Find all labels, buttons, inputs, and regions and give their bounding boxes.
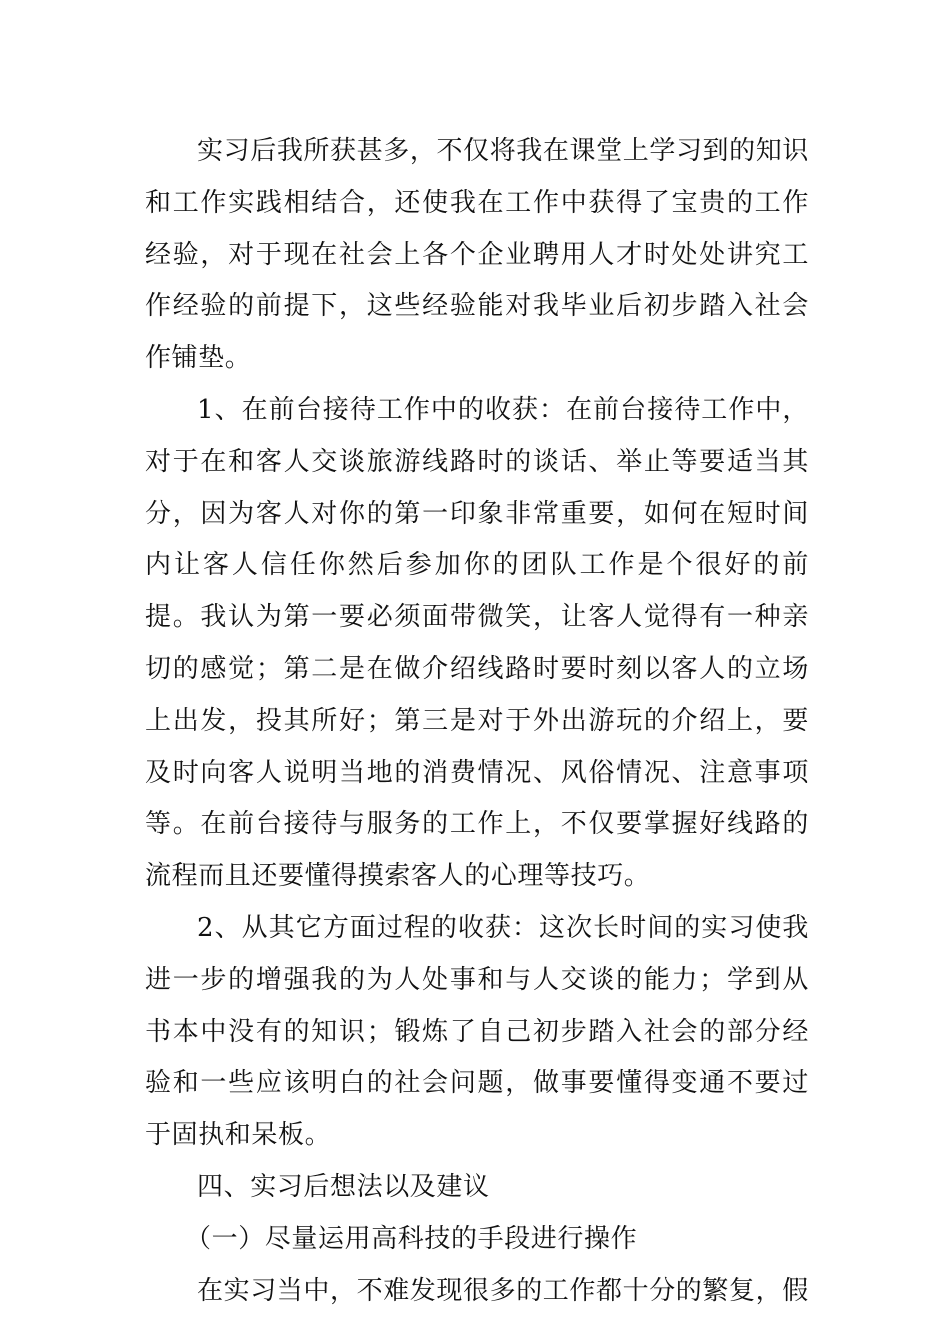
paragraph-internship-gains: 实习后我所获甚多，不仅将我在课堂上学习到的知识和工作实践相结合，还使我在工作中获得了宝贵的工作经验，对于现在社会上各个企业聘用人才时处处讲究工作经验的前提下，这些经验能对我毕业后初步踏入社会作铺垫。 bbox=[145, 136, 809, 374]
paragraph-front-desk-gains: 1、在前台接待工作中的收获：在前台接待工作中，对于在和客人交谈旅游线路时的谈话、举止等要适当其分，因为客人对你的第一印象非常重要，如何在短时间内让客人信任你然后参加你的团队工作是个很好的前提。我认为第一要必须面带微笑，让客人觉得有一种亲切的感觉；第二是在做介绍线路时要时刻以客人的立场上出发，投其所好；第三是对于外出游玩的介绍上，要及时向客人说明当地的消费情况、风俗情况、注意事项等。在前台接待与服务的工作上，不仅要掌握好线路的流程而且还要懂得摸索客人的心理等技巧。 bbox=[145, 394, 809, 892]
sub-heading: （一）尽量运用高科技的手段进行操作 bbox=[185, 1223, 638, 1254]
body-text bbox=[145, 126, 809, 1317]
paragraph-continued: 在实习当中，不难发现很多的工作都十分的繁复，假 bbox=[197, 1275, 809, 1306]
section-heading: 四、实习后想法以及建议 bbox=[197, 1171, 490, 1202]
paragraph-other-gains: 2、从其它方面过程的收获：这次长时间的实习使我进一步的增强我的为人处事和与人交谈的能力；学到从书本中没有的知识；锻炼了自己初步踏入社会的部分经验和一些应该明白的社会问题，做事要懂得变通不要过于固执和呆板。 bbox=[145, 912, 809, 1151]
